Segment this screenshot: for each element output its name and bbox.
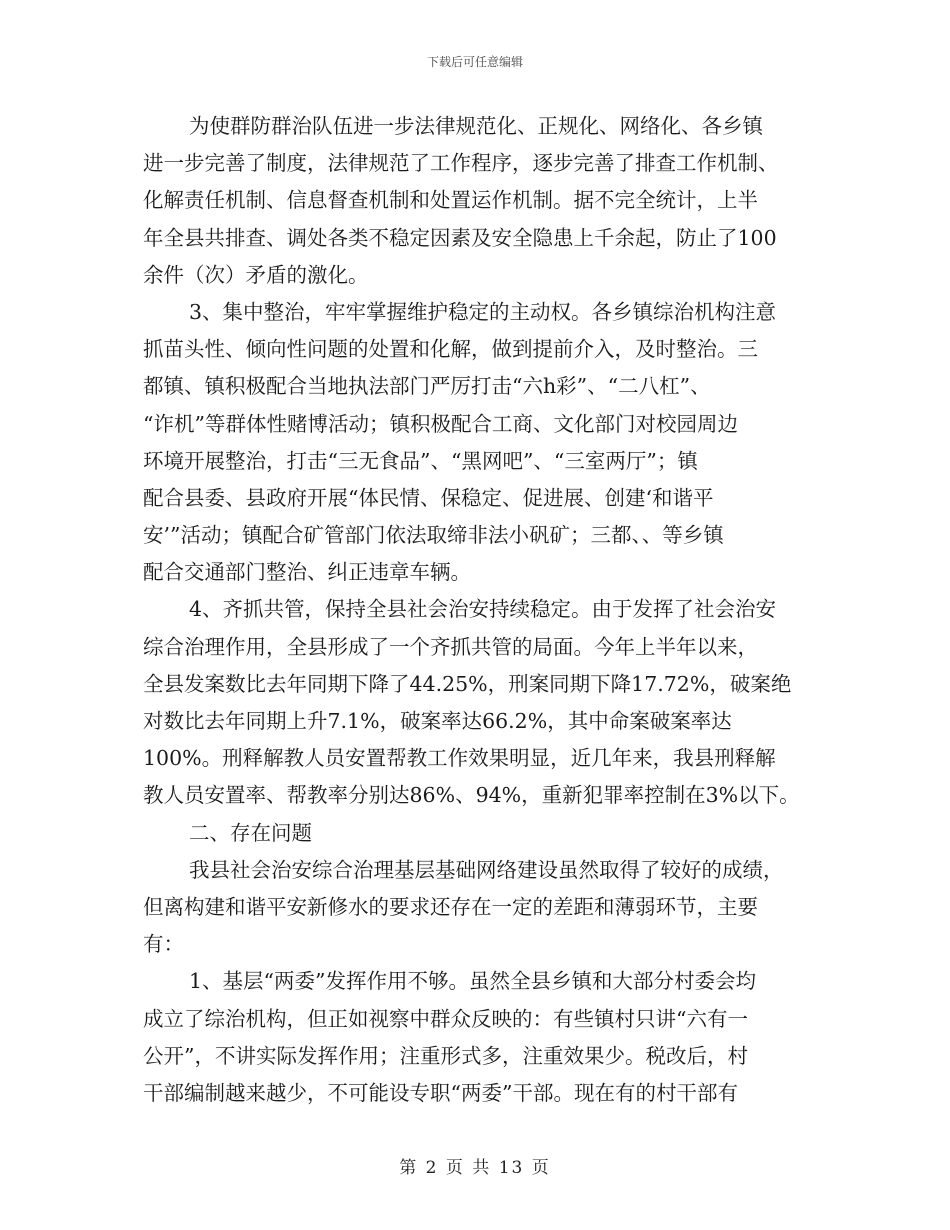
text-line: 配合交通部门整治、纠正违章车辆。 xyxy=(143,560,471,585)
text-line: 环境开展整治，打击“三无食品”、“黑网吧”、“三室两厅”；镇 xyxy=(143,448,698,473)
text-line: 干部编制越来越少，不可能设专职“两委”干部。现在有的村干部有 xyxy=(143,1080,738,1105)
text-line: 抓苗头性、倾向性问题的处置和化解，做到提前介入，及时整治。三 xyxy=(143,337,758,362)
text-line: 教人员安置率、帮教率分别达86%、94%，重新犯罪率控制在3%以下。 xyxy=(143,783,800,808)
page-header: 下载后可任意编辑 xyxy=(426,55,523,69)
text-line: 为使群防群治队伍进一步法律规范化、正规化、网络化、各乡镇 xyxy=(189,114,763,138)
text-line: 4、齐抓共管，保持全县社会治安持续稳定。由于发挥了社会治安 xyxy=(189,597,777,622)
text-line: 3、集中整治，牢牢掌握维护稳定的主动权。各乡镇综治机构注意 xyxy=(189,299,777,324)
text-line: 成立了综治机构，但正如视察中群众反映的：有些镇村只讲“六有一 xyxy=(143,1006,748,1031)
text-line: 有： xyxy=(143,932,184,957)
text-line: 全县发案数比去年同期下降了44.25%，刑案同期下降17.72%，破案绝 xyxy=(143,671,792,696)
text-line: 综合治理作用，全县形成了一个齐抓共管的局面。今年上半年以来， xyxy=(143,634,758,659)
text-line: 但离构建和谐平安新修水的要求还存在一定的差距和薄弱环节，主要 xyxy=(143,894,758,919)
text-line: 公开”，不讲实际发挥作用；注重形式多，注重效果少。税改后，村 xyxy=(143,1043,748,1068)
text-line: 化解责任机制、信息督查机制和处置运作机制。据不完全统计，上半 xyxy=(143,188,758,213)
text-line: 二、存在问题 xyxy=(189,820,312,845)
text-line: 100%。刑释解教人员安置帮教工作效果明显，近几年来，我县刑释解 xyxy=(143,746,776,771)
text-line: 进一步完善了制度，法律规范了工作程序，逐步完善了排查工作机制、 xyxy=(143,151,779,176)
text-line: 安’”活动；镇配合矿管部门依法取缔非法小矾矿；三都、、等乡镇 xyxy=(143,523,724,548)
document-body xyxy=(143,108,808,1112)
text-line: 年全县共排查、调处各类不稳定因素及安全隐患上千余起，防止了100 xyxy=(143,225,777,250)
text-line: 配合县委、县政府开展“体民情、保稳定、促进展、创建‘和谐平 xyxy=(143,485,714,510)
text-line: 都镇、镇积极配合当地执法部门严厉打击“六h彩”、“二八杠”、 xyxy=(143,374,711,399)
text-line: 1、基层“两委”发挥作用不够。虽然全县乡镇和大部分村委会均 xyxy=(189,969,757,994)
text-line: 余件（次）矛盾的激化。 xyxy=(143,262,369,287)
page-footer: 第 2 页 共 13 页 xyxy=(399,1158,551,1178)
text-line: “诈机”等群体性赌博活动；镇积极配合工商、文化部门对校园周边 xyxy=(143,411,738,436)
text-line: 我县社会治安综合治理基层基础网络建设虽然取得了较好的成绩， xyxy=(189,857,784,882)
text-line: 对数比去年同期上升7.1%，破案率达66.2%，其中命案破案率达 xyxy=(143,709,732,733)
